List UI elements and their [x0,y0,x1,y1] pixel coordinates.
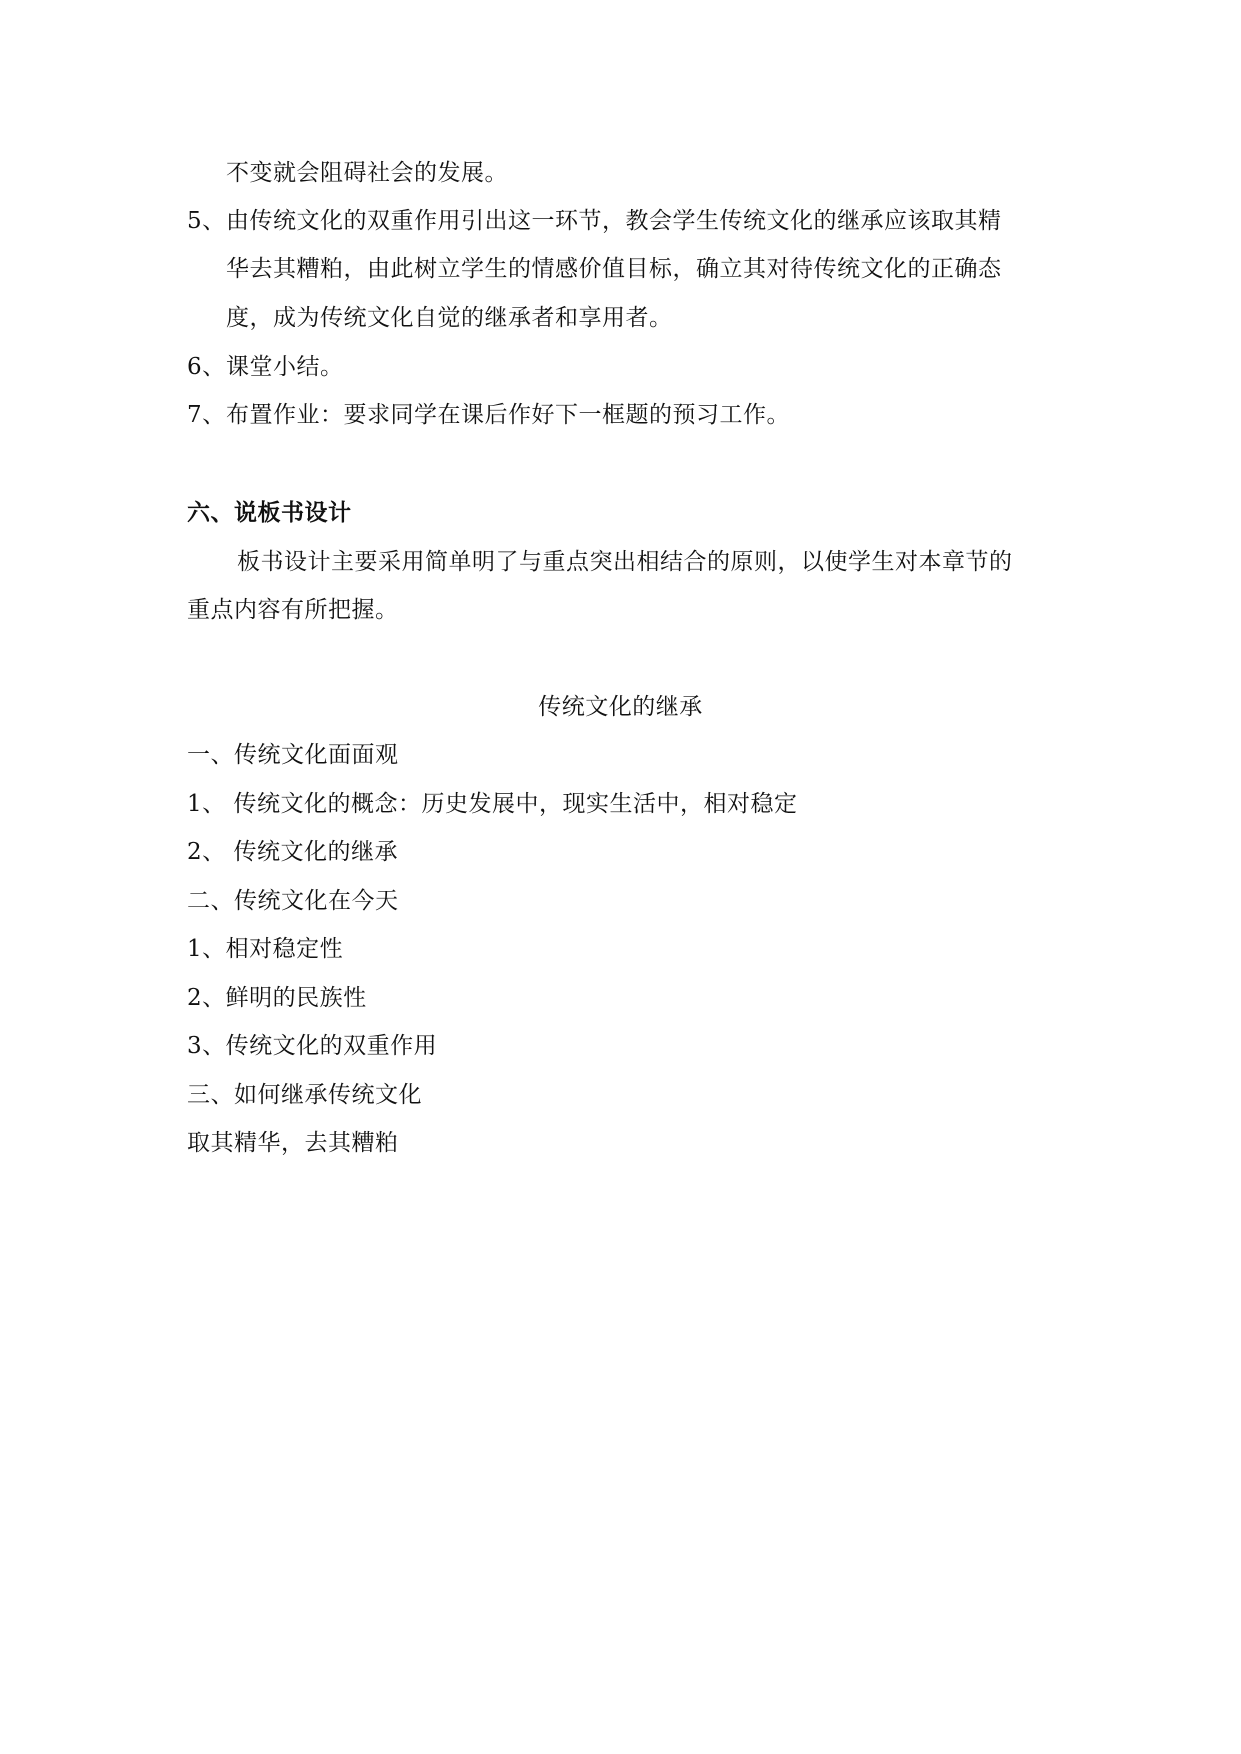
continuation-line: 不变就会阻碍社会的发展。 [226,160,508,186]
step-7-text: 布置作业：要求同学在课后作好下一框题的预习工作。 [226,402,790,428]
board-item: 1、相对稳定性 [187,936,344,962]
board-item: 1、 传统文化的概念：历史发展中，现实生活中，相对稳定 [187,791,798,817]
board-item: 2、 传统文化的继承 [187,839,398,865]
board-item: 3、传统文化的双重作用 [187,1033,438,1059]
board-title: 传统文化的继承 [538,694,703,720]
step-6-text: 课堂小结。 [226,354,344,380]
board-item: 三、如何继承传统文化 [187,1082,422,1108]
step-6-number: 6、 [187,354,226,380]
board-item: 取其精华，去其糟粕 [187,1130,399,1156]
step-5-line-3: 度，成为传统文化自觉的继承者和享用者。 [226,305,673,331]
step-5-number: 5、 [187,208,226,234]
board-item: 二、传统文化在今天 [187,888,399,914]
step-7-number: 7、 [187,402,226,428]
section-6-heading: 六、说板书设计 [187,499,352,526]
section-6-paragraph-line-1: 板书设计主要采用简单明了与重点突出相结合的原则，以使学生对本章节的 [237,549,1013,575]
section-6-paragraph-line-2: 重点内容有所把握。 [187,597,399,623]
step-5-line-1: 由传统文化的双重作用引出这一环节，教会学生传统文化的继承应该取其精 [226,208,1002,234]
board-item: 2、鲜明的民族性 [187,985,367,1011]
board-item: 一、传统文化面面观 [187,742,399,768]
step-5-line-2: 华去其糟粕，由此树立学生的情感价值目标，确立其对待传统文化的正确态 [226,256,1002,282]
